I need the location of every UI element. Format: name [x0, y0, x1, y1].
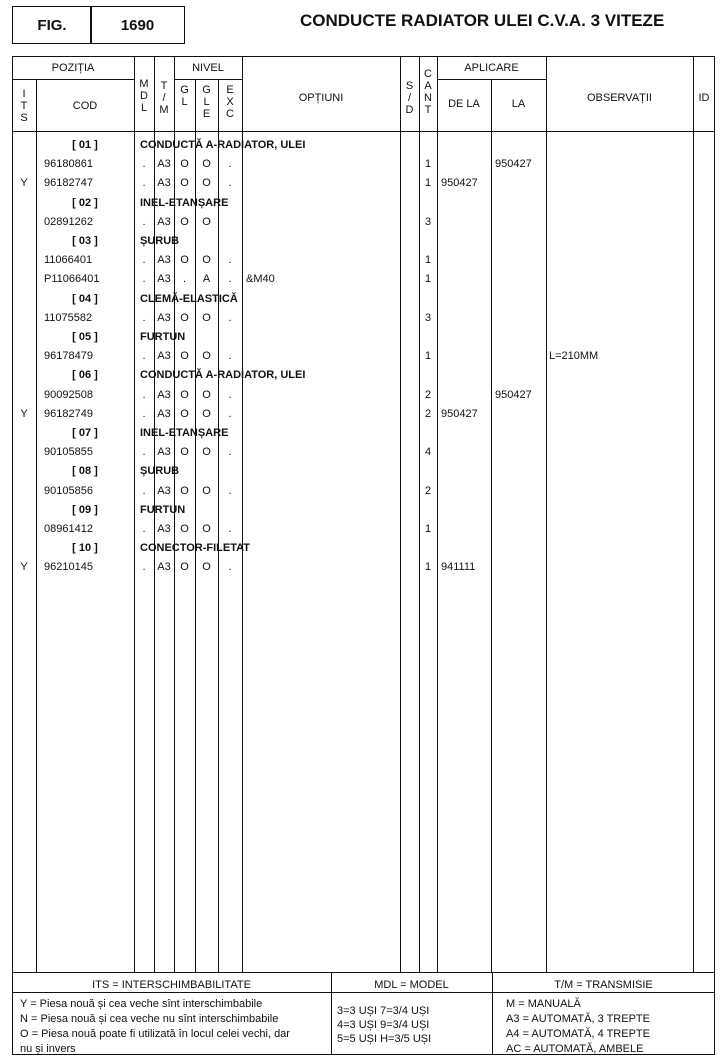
part-cod-cell: 96180861 [44, 158, 93, 171]
group-number: [ 05 ] [72, 331, 98, 343]
part-tm-cell: A3 [157, 273, 171, 286]
part-cant-cell: 1 [424, 350, 432, 363]
part-gl-cell: . [182, 273, 187, 286]
col-line-its [36, 79, 37, 972]
part-tm-cell: A3 [157, 158, 171, 171]
part-tm-cell: A3 [157, 177, 171, 190]
part-gle-cell: O [202, 561, 211, 574]
group-number: [ 06 ] [72, 369, 98, 382]
part-mdl-cell: . [142, 254, 146, 267]
legend-tm-line: AC = AUTOMATĂ, AMBELE [506, 1043, 644, 1055]
header-pozitia: POZIȚIA [51, 62, 95, 74]
part-gl-cell: O [180, 215, 189, 228]
group-name: FURTUN [140, 331, 186, 343]
part-cod-cell: 02891262 [44, 215, 93, 228]
part-dela-cell: 941111 [441, 561, 476, 574]
part-gle-cell: O [202, 177, 211, 190]
part-cant-cell: 3 [424, 215, 432, 228]
part-la-cell: 950427 [495, 388, 532, 401]
part-dela-cell: 950427 [441, 407, 478, 420]
col-line-la [546, 56, 547, 972]
header-cod: COD [72, 100, 98, 112]
part-cod-cell: 90105856 [44, 484, 93, 497]
header-rule-top [12, 79, 134, 80]
part-exc-cell: . [228, 388, 232, 401]
header-exc: E X C [226, 84, 234, 120]
group-name: CLEMĂ-ELASTICĂ [140, 292, 238, 305]
legend-its-line: N = Piesa nouă și cea veche nu sînt interschimbabile [20, 1013, 279, 1025]
col-line-opt [400, 56, 401, 972]
header-cant: C A N T [424, 68, 432, 116]
part-cod-cell: P11066401 [44, 273, 100, 286]
fig-number-box [90, 6, 185, 44]
part-gle-cell: A [202, 273, 211, 286]
part-gl-cell: O [180, 484, 189, 497]
part-cod-cell: 96182749 [44, 407, 93, 420]
part-tm-cell: A3 [157, 561, 171, 574]
group-name: INEL-ETANȘARE [140, 196, 229, 209]
col-line-cant [437, 56, 438, 972]
part-tm-cell: A3 [157, 388, 171, 401]
legend-tm-line: A3 = AUTOMATĂ, 3 TREPTE [506, 1013, 650, 1025]
part-tm-cell: A3 [157, 484, 171, 497]
part-gl-cell: O [180, 407, 189, 420]
fig-label: FIG. [37, 16, 67, 34]
legend-tm-line: M = MANUALĂ [506, 998, 581, 1010]
part-gl-cell: O [180, 561, 189, 574]
part-gle-cell: O [202, 215, 211, 228]
part-exc-cell: . [228, 350, 232, 363]
legend-mdl-line: 5=5 UȘI H=3/5 UȘI [337, 1033, 432, 1045]
part-its-cell: Y [20, 561, 28, 574]
part-cant-cell: 2 [424, 407, 432, 420]
part-cant-cell: 1 [424, 561, 432, 574]
part-gl-cell: O [180, 158, 189, 171]
group-name: INEL-ETANȘARE [140, 427, 229, 439]
legend-its-line: nu și invers [20, 1043, 76, 1055]
group-name: CONDUCTĂ A-RADIATOR, ULEI [140, 139, 306, 151]
part-cant-cell: 1 [424, 523, 432, 535]
legend-mdl-title: MDL = MODEL [374, 979, 449, 991]
part-gle-cell: O [202, 311, 211, 324]
header-aplicare: APLICARE [464, 62, 519, 74]
part-mdl-cell: . [142, 311, 146, 324]
group-name: CONDUCTĂ A-RADIATOR, ULEI [140, 369, 306, 382]
part-tm-cell: A3 [157, 523, 171, 535]
part-its-cell: Y [20, 407, 28, 420]
header-observatii: OBSERVAȚII [586, 92, 652, 104]
part-cod-cell: 90105855 [44, 446, 93, 459]
part-exc-cell: . [228, 561, 232, 574]
header-id: ID [698, 92, 710, 104]
part-cod-cell: 08961412 [44, 523, 93, 535]
col-line-cod [134, 56, 135, 972]
part-obs-cell: L=210MM [549, 350, 599, 363]
part-tm-cell: A3 [157, 254, 171, 267]
part-mdl-cell: . [142, 215, 146, 228]
group-number: [ 08 ] [72, 465, 98, 478]
part-gl-cell: O [180, 388, 189, 401]
part-exc-cell: . [228, 523, 232, 535]
header-sd: S / D [405, 80, 414, 116]
part-dela-cell: 950427 [441, 177, 478, 190]
part-cod-cell: 96182747 [44, 177, 93, 190]
part-exc-cell: . [228, 311, 232, 324]
part-gl-cell: O [180, 350, 189, 363]
part-exc-cell: . [228, 177, 232, 190]
header-nivel: NIVEL [192, 62, 224, 74]
part-gle-cell: O [202, 446, 211, 459]
part-cant-cell: 2 [424, 388, 432, 401]
header-gl: G L [180, 84, 189, 108]
header-la: LA [511, 98, 526, 110]
part-mdl-cell: . [142, 561, 146, 574]
header-optiuni: OPȚIUNI [298, 92, 344, 104]
legend-its-line: O = Piesa nouă poate fi utilizată în locul celei vechi, dar [20, 1028, 290, 1040]
col-line-sd [419, 56, 420, 972]
part-opt-cell: &M40 [246, 273, 275, 286]
part-mdl-cell: . [142, 273, 146, 286]
part-cant-cell: 1 [424, 254, 432, 267]
part-its-cell: Y [20, 177, 28, 190]
part-mdl-cell: . [142, 388, 146, 401]
col-line-exc [242, 56, 243, 972]
header-its: I T S [20, 88, 28, 124]
group-name: ȘURUB [140, 465, 180, 478]
part-gle-cell: O [202, 158, 211, 171]
part-tm-cell: A3 [157, 311, 171, 324]
header-tm: T / M [159, 80, 169, 116]
part-exc-cell: . [228, 273, 232, 286]
col-line-dela [491, 79, 492, 972]
part-cant-cell: 1 [424, 177, 432, 190]
legend-its-title: ITS = INTERSCHIMBABILITATE [92, 979, 251, 991]
part-gle-cell: O [202, 484, 211, 497]
fig-number: 1690 [120, 16, 155, 34]
group-name: CONECTOR-FILETAT [140, 542, 250, 555]
legend-rule-title [12, 992, 715, 993]
group-number: [ 07 ] [72, 427, 98, 439]
part-mdl-cell: . [142, 158, 146, 171]
legend-tm-title: T/M = TRANSMISIE [554, 979, 653, 991]
part-tm-cell: A3 [157, 215, 171, 228]
part-gl-cell: O [180, 523, 189, 535]
part-mdl-cell: . [142, 350, 146, 363]
part-exc-cell: . [228, 407, 232, 420]
legend-mdl-line: 3=3 UȘI 7=3/4 UȘI [337, 1005, 430, 1017]
part-gl-cell: O [180, 254, 189, 267]
part-gle-cell: O [202, 388, 211, 401]
part-mdl-cell: . [142, 407, 146, 420]
part-cant-cell: 3 [424, 311, 432, 324]
group-number: [ 03 ] [72, 235, 98, 247]
part-tm-cell: A3 [157, 350, 171, 363]
part-la-cell: 950427 [495, 158, 532, 171]
col-line-obs [693, 56, 694, 972]
part-gle-cell: O [202, 350, 211, 363]
header-mdl: M D L [139, 78, 149, 114]
part-gle-cell: O [202, 254, 211, 267]
group-number: [ 10 ] [72, 542, 98, 555]
header-dela: DE LA [448, 98, 480, 110]
header-gle: G L E [202, 84, 211, 120]
part-cant-cell: 2 [424, 484, 432, 497]
part-mdl-cell: . [142, 177, 146, 190]
part-gl-cell: O [180, 311, 189, 324]
header-rule-bottom [12, 131, 715, 132]
group-number: [ 02 ] [72, 196, 98, 209]
part-exc-cell: . [228, 484, 232, 497]
part-cod-cell: 11066401 [44, 254, 93, 267]
part-gle-cell: O [202, 407, 211, 420]
part-mdl-cell: . [142, 484, 146, 497]
legend-its-line: Y = Piesa nouă și cea veche sînt interschimbabile [20, 998, 263, 1010]
part-cant-cell: 1 [424, 158, 432, 171]
part-exc-cell: . [228, 254, 232, 267]
page-title: CONDUCTE RADIATOR ULEI C.V.A. 3 VITEZE [300, 11, 665, 30]
part-mdl-cell: . [142, 446, 146, 459]
part-cant-cell: 1 [424, 273, 432, 286]
part-gl-cell: O [180, 177, 189, 190]
header-rule-nivel [174, 79, 242, 80]
group-number: [ 04 ] [72, 292, 98, 305]
part-exc-cell: . [228, 446, 232, 459]
part-cant-cell: 4 [424, 446, 432, 459]
legend-rule-top [12, 972, 715, 973]
part-tm-cell: A3 [157, 446, 171, 459]
fig-label-box [12, 6, 92, 44]
part-cod-cell: 96178479 [44, 350, 93, 363]
part-exc-cell: . [228, 158, 232, 171]
part-gl-cell: O [180, 446, 189, 459]
group-name: ȘURUB [140, 235, 180, 247]
part-mdl-cell: . [142, 523, 146, 535]
part-cod-cell: 90092508 [44, 388, 93, 401]
part-tm-cell: A3 [157, 407, 171, 420]
group-number: [ 01 ] [72, 139, 98, 151]
group-number: [ 09 ] [72, 503, 98, 516]
legend-tm-line: A4 = AUTOMATĂ, 4 TREPTE [506, 1028, 650, 1040]
legend-mdl-line: 4=3 UȘI 9=3/4 UȘI [337, 1019, 430, 1031]
part-cod-cell: 11075582 [44, 311, 93, 324]
part-gle-cell: O [202, 523, 211, 535]
group-name: FURTUN [140, 503, 186, 516]
part-cod-cell: 96210145 [44, 561, 93, 574]
